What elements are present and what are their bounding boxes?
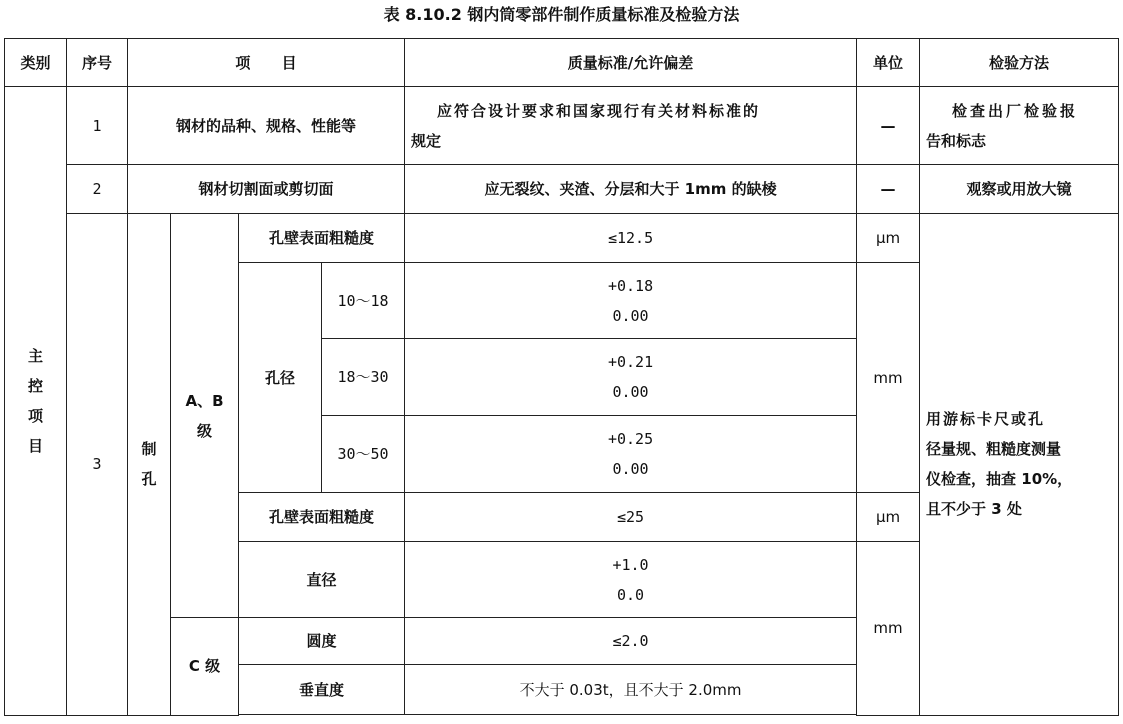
category-char: 项	[27, 406, 43, 425]
standard-cell	[405, 339, 857, 416]
tolerance-lower: 0.00	[612, 306, 649, 325]
method-text: 且不少于 3 处	[926, 500, 1022, 519]
category-char: 主	[27, 346, 43, 365]
range-cell: 10～18	[322, 263, 405, 339]
item-cell: 垂直度	[239, 665, 405, 715]
grade-ab-cell: A、B 级	[171, 214, 239, 618]
table-row	[5, 214, 1119, 263]
table-row	[5, 87, 1119, 165]
header-seq: 序号	[67, 39, 128, 87]
header-category: 类别	[5, 39, 67, 87]
standard-cell: 应无裂纹、夹渣、分层和大于 1mm 的缺棱	[405, 165, 857, 214]
item-cell: 孔壁表面粗糙度	[239, 214, 405, 263]
standard-cell	[405, 542, 857, 618]
standard-cell: ≤2.0	[405, 618, 857, 665]
method-cell: 观察或用放大镜	[920, 165, 1119, 214]
quality-standard-table	[4, 38, 1119, 716]
hole-item-cell: 孔径	[239, 263, 322, 493]
standard-text: 规定	[411, 131, 442, 150]
tolerance-lower: 0.0	[616, 585, 645, 604]
standard-cell	[405, 87, 857, 165]
header-row	[5, 39, 1119, 87]
standard-cell: ≤25	[405, 493, 857, 542]
tolerance-upper: +1.0	[612, 555, 649, 574]
standard-cell: 不大于 0.03t，且不大于 2.0mm	[405, 665, 857, 715]
tolerance-upper: +0.21	[607, 353, 654, 371]
method-cell	[920, 87, 1119, 165]
group-char: 制	[141, 440, 157, 459]
method-text: 用游标卡尺或孔	[926, 410, 1046, 429]
header-method: 检验方法	[920, 39, 1119, 87]
header-item: 项 目	[128, 39, 405, 87]
unit-cell: —	[857, 165, 920, 214]
table-row	[5, 165, 1119, 214]
unit-cell: —	[857, 87, 920, 165]
spacer-cell	[239, 715, 405, 716]
spacer-cell	[405, 715, 857, 716]
seq-cell: 3	[67, 214, 128, 716]
tolerance-upper: +0.25	[607, 430, 654, 448]
unit-cell: mm	[857, 263, 920, 493]
range-cell: 30～50	[322, 416, 405, 493]
method-cell	[920, 214, 1119, 716]
item-cell: 孔壁表面粗糙度	[239, 493, 405, 542]
tolerance-lower: 0.00	[612, 460, 649, 478]
standard-cell: ≤12.5	[405, 214, 857, 263]
standard-text: 应符合设计要求和国家现行有关材料标准的	[437, 101, 761, 120]
group-char: 孔	[141, 470, 157, 489]
group-cell	[128, 214, 171, 716]
item-cell: 钢材的品种、规格、性能等	[128, 87, 405, 165]
grade-c-cell: C 级	[171, 618, 239, 716]
unit-cell: mm	[857, 542, 920, 716]
method-text: 径量规、粗糙度测量	[926, 440, 1062, 459]
header-unit: 单位	[857, 39, 920, 87]
standard-cell	[405, 416, 857, 493]
method-text: 告和标志	[926, 131, 987, 150]
tolerance-lower: 0.00	[612, 383, 649, 401]
unit-cell: μm	[857, 493, 920, 542]
seq-cell: 2	[67, 165, 128, 214]
table-title: 表 8.10.2 钢内筒零部件制作质量标准及检验方法	[383, 5, 740, 24]
item-cell: 圆度	[239, 618, 405, 665]
method-text: 仪检查，抽查 10%，	[926, 470, 1073, 489]
range-cell: 18～30	[322, 339, 405, 416]
category-char: 目	[27, 436, 43, 455]
seq-cell: 1	[67, 87, 128, 165]
standard-cell	[405, 263, 857, 339]
method-text: 检查出厂检验报	[952, 101, 1079, 120]
header-standard: 质量标准/允许偏差	[405, 39, 857, 87]
category-cell	[5, 87, 67, 716]
tolerance-upper: +0.18	[607, 276, 654, 295]
category-char: 控	[27, 376, 43, 395]
item-cell: 钢材切割面或剪切面	[128, 165, 405, 214]
item-cell: 直径	[239, 542, 405, 618]
unit-cell: μm	[857, 214, 920, 263]
